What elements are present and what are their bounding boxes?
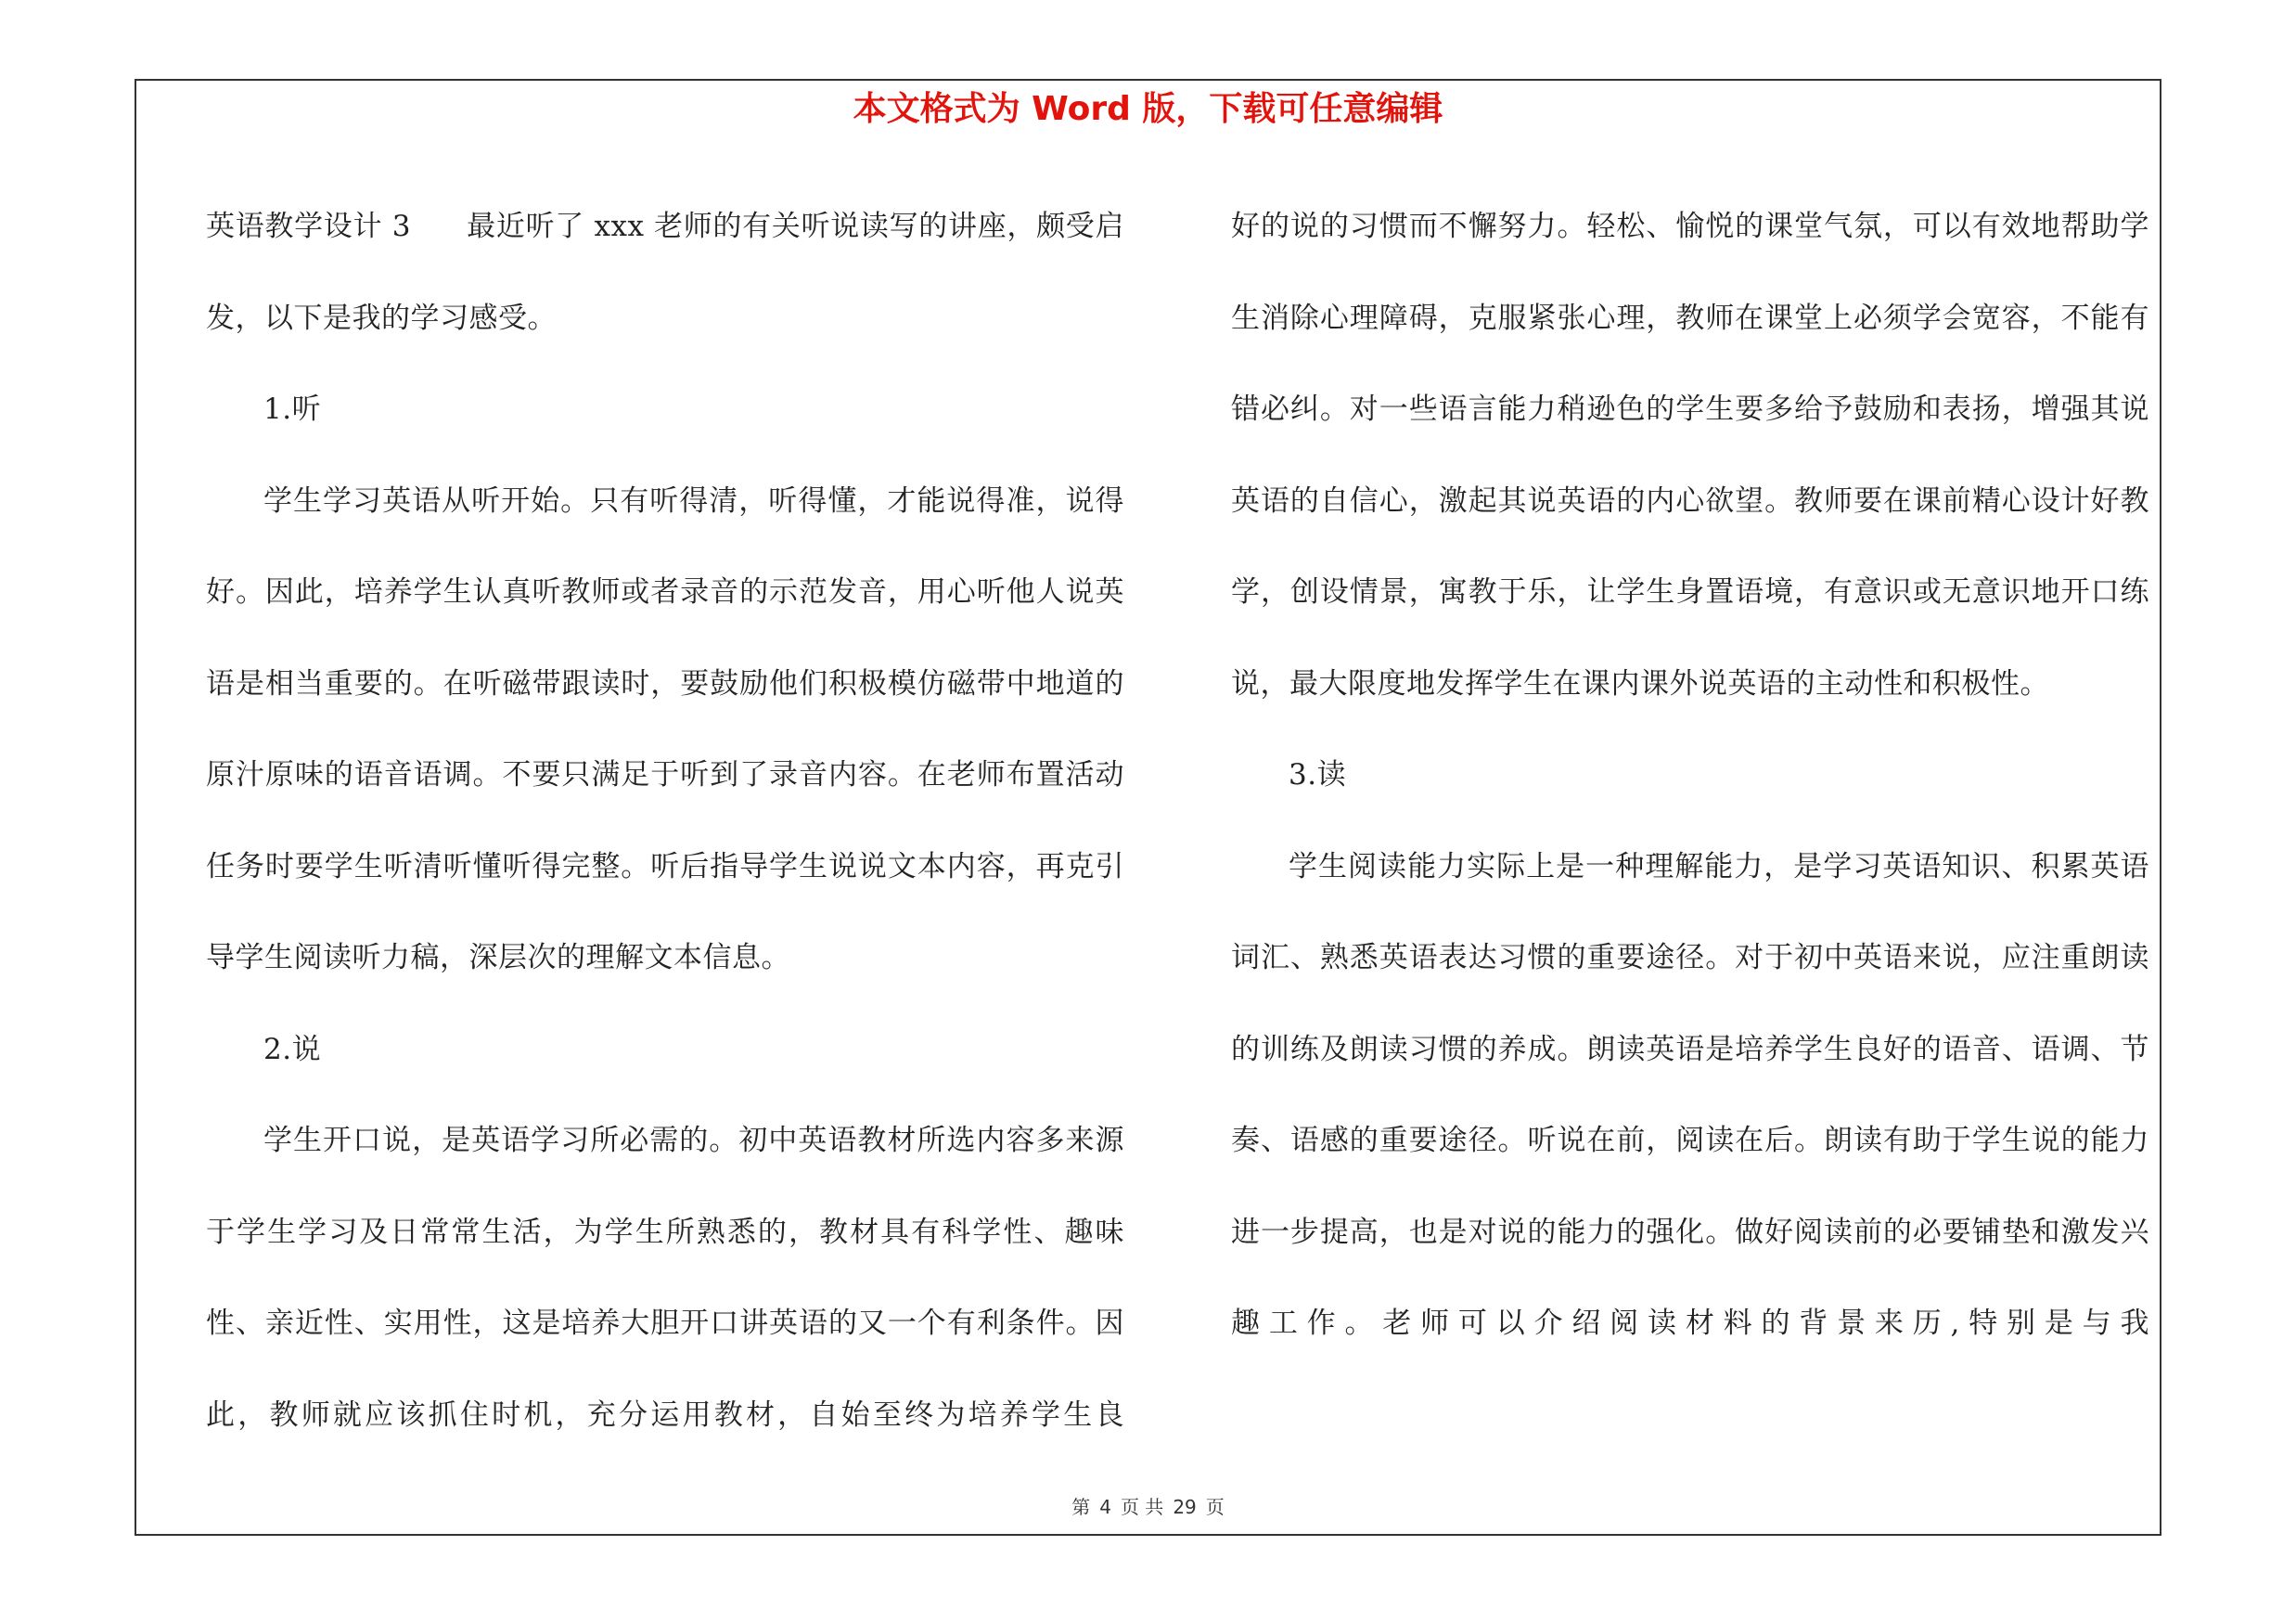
footer-prefix: 第 — [1071, 1496, 1091, 1518]
footer-middle: 页 共 — [1120, 1496, 1164, 1518]
read-paragraph: 学生阅读能力实际上是一种理解能力，是学习英语知识、积累英语词汇、熟悉英语表达习惯的重要途径。对于初中英语来说，应注重朗读的训练及朗读习惯的养成。朗读英语是培养学生良好的语音、语调、节奏、语感的重要途径。听说在前，阅读在后。朗读有助于学生说的能力进一步提高，也是对说的能力的强化。做好阅读前的必要铺垫和激发兴趣工作。老师可以介绍阅读材料的背景来历,特别是与我 — [1231, 849, 2149, 1340]
listen-paragraph: 学生学习英语从听开始。只有听得清，听得懂，才能说得准，说得好。因此，培养学生认真听教师或者录音的示范发音，用心听他人说英语是相当重要的。在听磁带跟读时，要鼓励他们积极模仿磁带中地道的原汁原味的语音语调。不要只满足于听到了录音内容。在老师布置活动任务时要学生听清听懂听得完整。听后指导学生说说文本内容，再克引导学生阅读听力稿，深层次的理解文本信息。 — [206, 483, 1124, 974]
document-title: 英语教学设计 3 — [206, 210, 411, 243]
page-footer — [0, 1494, 2296, 1520]
left-column — [206, 181, 1124, 1461]
section-heading-listen: 1.听 — [263, 393, 322, 426]
right-column — [1231, 181, 2149, 1370]
speak-paragraph-continued: 好的说的习惯而不懈努力。轻松、愉悦的课堂气氛，可以有效地帮助学生消除心理障碍，克服紧张心理，教师在课堂上必须学会宽容，不能有错必纠。对一些语言能力稍逊色的学生要多给予鼓励和表扬，增强其说英语的自信心，激起其说英语的内心欲望。教师要在课前精心设计好教学，创设情景，寓教于乐，让学生身置语境，有意识或无意识地开口练说，最大限度地发挥学生在课内课外说英语的主动性和积极性。 — [1231, 210, 2149, 701]
word-format-banner: 本文格式为 Word 版，下载可任意编辑 — [853, 90, 1443, 128]
total-page-count: 29 — [1173, 1496, 1197, 1518]
speak-paragraph: 学生开口说，是英语学习所必需的。初中英语教材所选内容多来源于学生学习及日常常生活，为学生所熟悉的，教材具有科学性、趣味性、亲近性、实用性，这是培养大胆开口讲英语的又一个有利条件。因此，教师就应该抓住时机，充分运用教材，自始至终为培养学生良 — [206, 1124, 1124, 1432]
section-heading-read: 3.读 — [1289, 758, 1347, 792]
footer-suffix: 页 — [1205, 1496, 1225, 1518]
current-page-number: 4 — [1099, 1496, 1111, 1518]
intro-paragraph — [206, 181, 1124, 364]
section-heading-speak: 2.说 — [263, 1032, 322, 1066]
intro-text: 最近听了 xxx 老师的有关听说读写的讲座，颇受启发，以下是我的学习感受。 — [206, 210, 1124, 335]
